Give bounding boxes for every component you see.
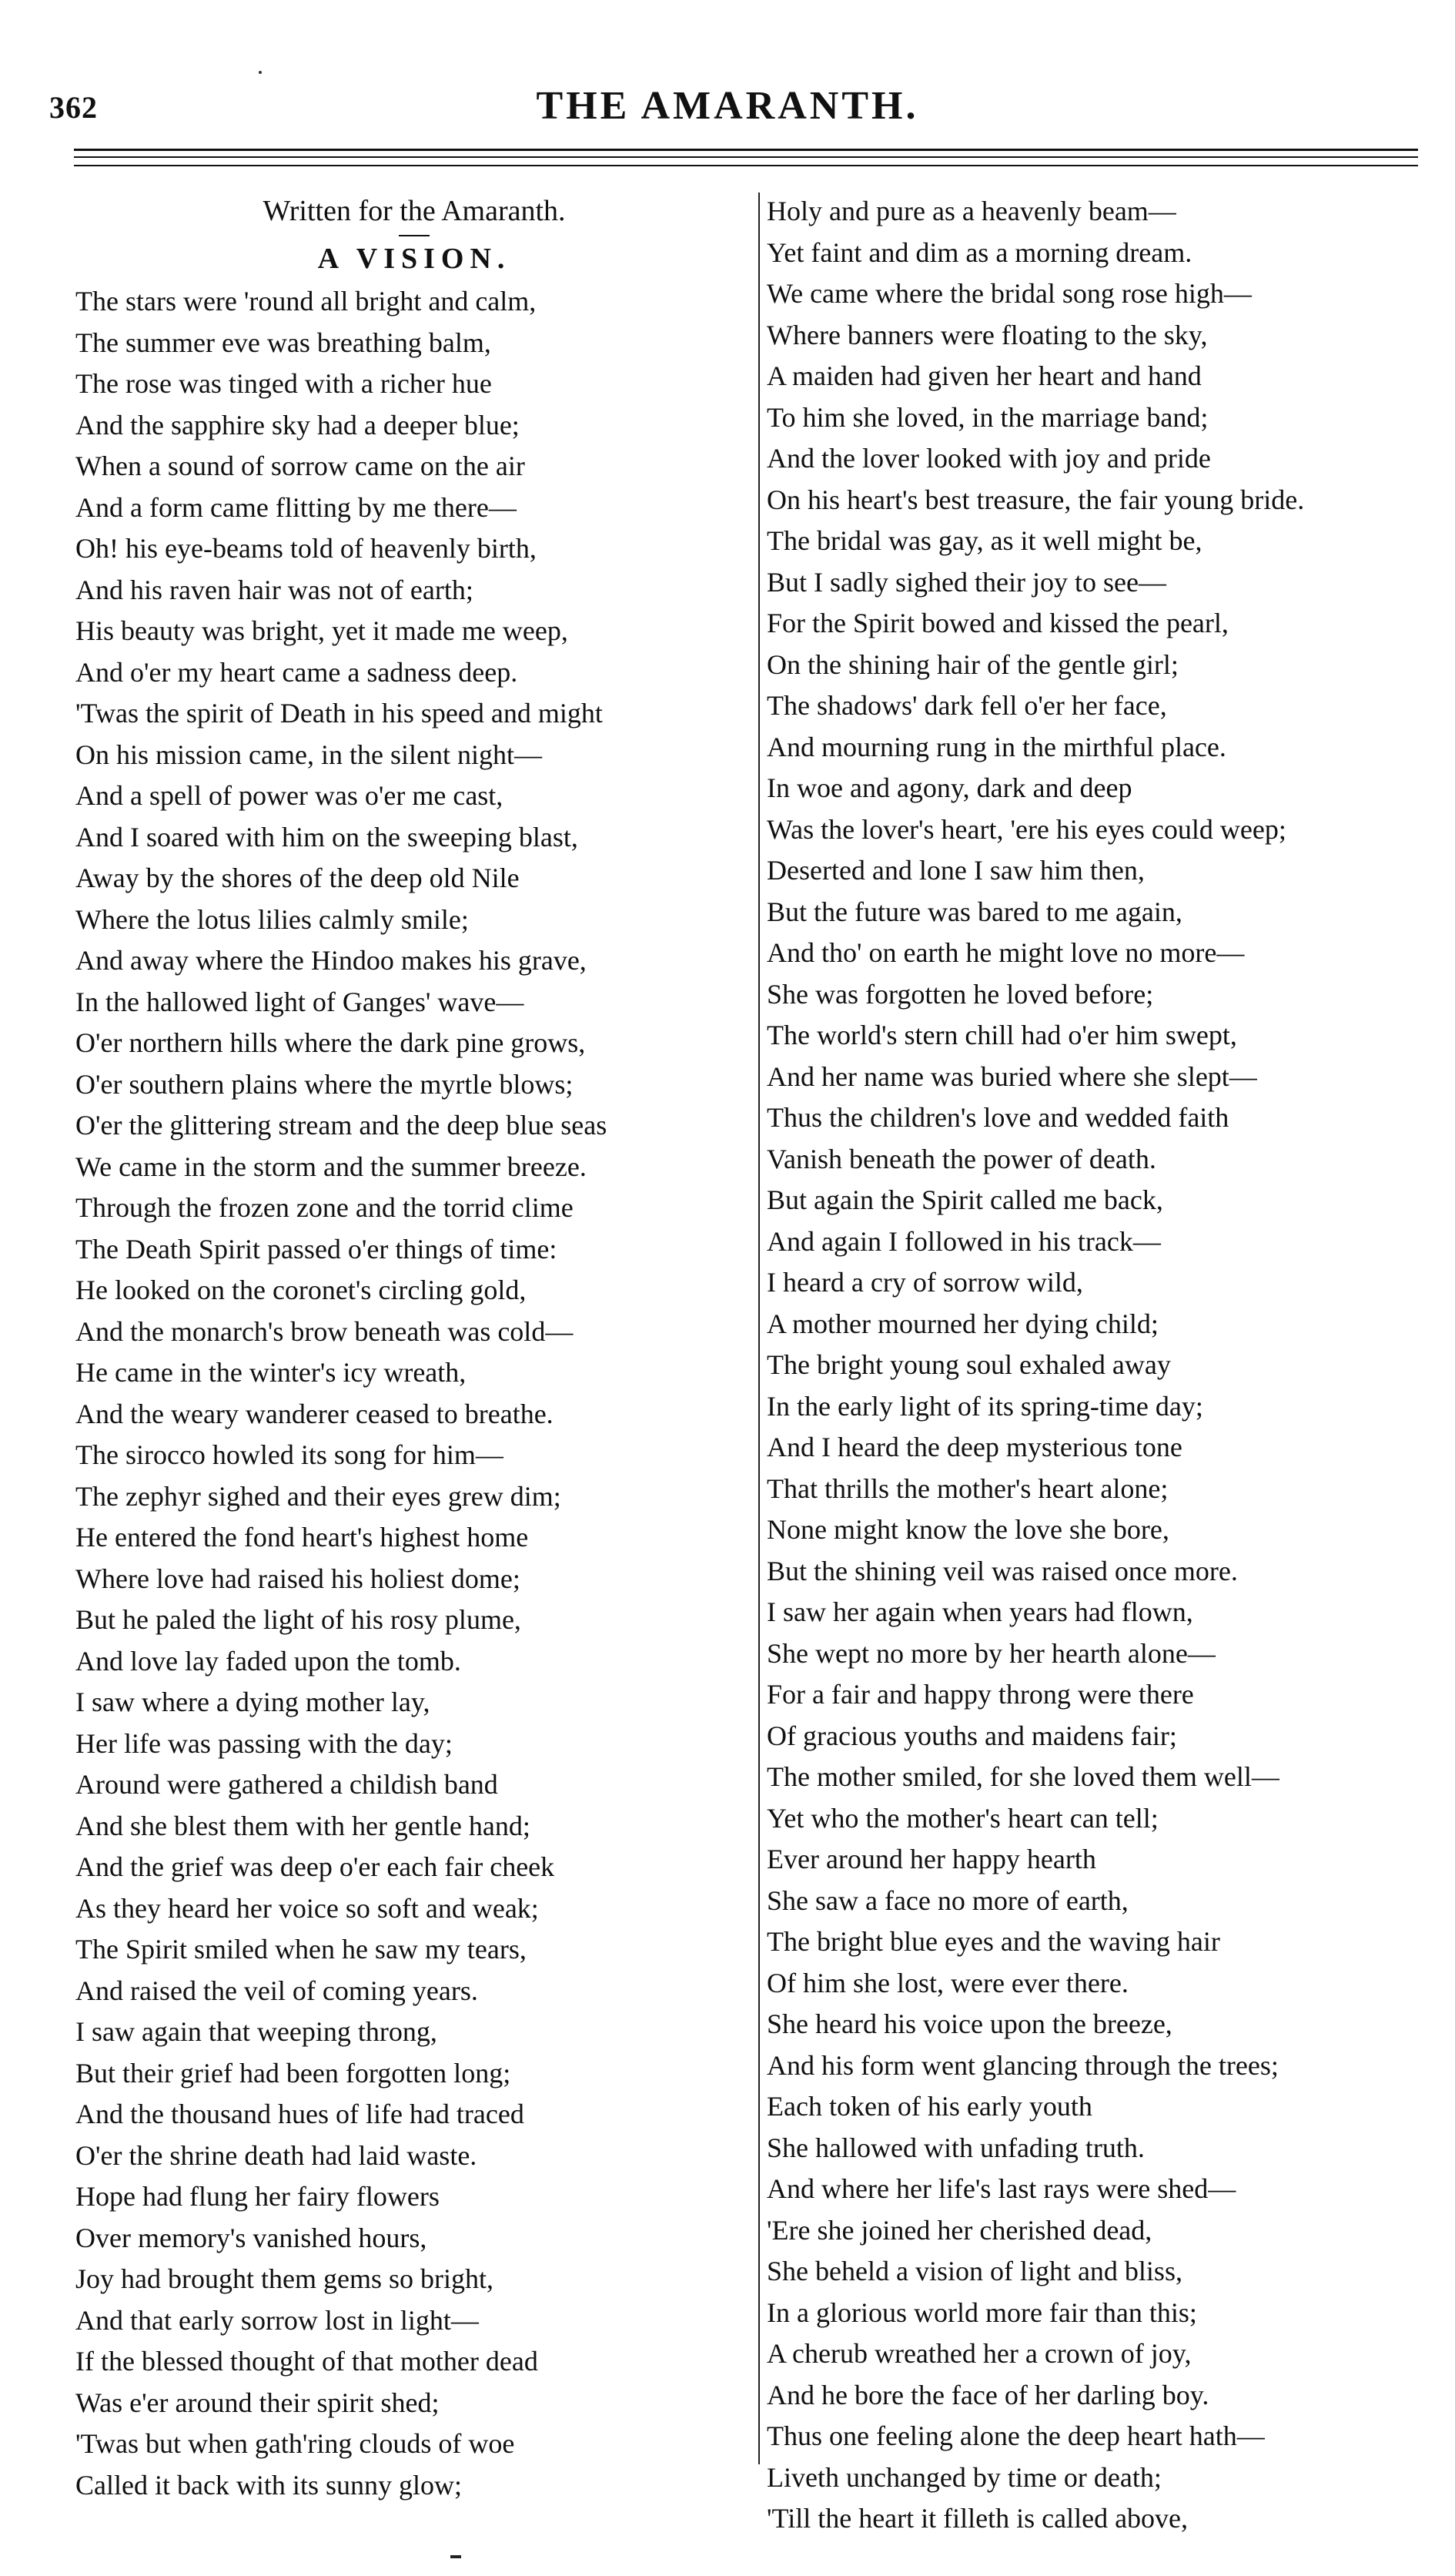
- page-header: [49, 83, 1406, 137]
- verse-line: And the grief was deep o'er each fair cheek: [75, 1851, 555, 1882]
- verse-line: Over memory's vanished hours,: [75, 2222, 427, 2253]
- verse-line: 'Twas but when gath'ring clouds of woe: [75, 2428, 515, 2459]
- verse-line: For the Spirit bowed and kissed the pearl,: [767, 608, 1229, 638]
- verse-line: O'er northern hills where the dark pine grows,: [75, 1027, 586, 1058]
- verse-line: And her name was buried where she slept—: [767, 1060, 1257, 1092]
- verse-line: And tho' on earth he might love no more—: [767, 937, 1245, 968]
- verse-line: And his raven hair was not of earth;: [75, 574, 473, 605]
- verse-line: On the shining hair of the gentle girl;: [767, 648, 1179, 680]
- verse-line: The bright blue eyes and the waving hair: [767, 1926, 1220, 1957]
- verse-line: And that early sorrow lost in light—: [75, 2304, 479, 2336]
- verse-line: She beheld a vision of light and bliss,: [767, 2256, 1182, 2286]
- verse-line: Hope had flung her fairy flowers: [75, 2181, 440, 2212]
- verse-line: In the early light of its spring-time day;: [767, 1390, 1203, 1422]
- verse-line: Oh! his eye-beams told of heavenly birth,: [75, 533, 537, 564]
- verse-line: And he bore the face of her darling boy.: [767, 2379, 1209, 2410]
- verse-line: If the blessed thought of that mother dead: [75, 2346, 538, 2377]
- verse-line: Ever around her happy hearth: [767, 1844, 1096, 1874]
- verse-line: O'er southern plains where the myrtle blows;: [75, 1068, 574, 1100]
- verse-line: She heard his voice upon the breeze,: [767, 2008, 1172, 2039]
- right-verse-lines: [767, 191, 1429, 2540]
- verse-line: She wept no more by her hearth alone—: [767, 1637, 1216, 1669]
- verse-line: And she blest them with her gentle hand;: [75, 1810, 530, 1841]
- verse-line: But I sadly sighed their joy to see—: [767, 566, 1166, 598]
- verse-line: I heard a cry of sorrow wild,: [767, 1267, 1083, 1298]
- verse-line: And the sapphire sky had a deeper blue;: [75, 409, 520, 440]
- verse-line: Where banners were floating to the sky,: [767, 319, 1208, 350]
- verse-line: And I heard the deep mysterious tone: [767, 1432, 1182, 1462]
- verse-line: As they heard her voice so soft and weak;: [75, 1892, 539, 1924]
- verse-line: The summer eve was breathing balm,: [75, 327, 491, 358]
- verse-line: The stars were 'round all bright and calm,: [75, 286, 537, 317]
- verse-line: But the shining veil was raised once more.: [767, 1555, 1238, 1586]
- verse-line: But the future was bared to me again,: [767, 896, 1182, 927]
- verse-line: The bridal was gay, as it well might be,: [767, 525, 1202, 556]
- verse-line: Thus the children's love and wedded faith: [767, 1102, 1229, 1133]
- running-title: THE AMARANTH.: [536, 84, 919, 128]
- verse-line: In the hallowed light of Ganges' wave—: [75, 986, 524, 1017]
- verse-line: I saw her again when years had flown,: [767, 1596, 1193, 1627]
- verse-line: The Death Spirit passed o'er things of time:: [75, 1233, 557, 1265]
- left-column: [75, 191, 753, 2506]
- verse-line: And mourning rung in the mirthful place.: [767, 731, 1226, 762]
- verse-line: Thus one feeling alone the deep heart hath—: [767, 2420, 1265, 2451]
- verse-line: Joy had brought them gems so bright,: [75, 2263, 493, 2294]
- verse-line: But again the Spirit called me back,: [767, 1184, 1163, 1215]
- verse-line: I saw again that weeping throng,: [75, 2016, 437, 2047]
- verse-line: In woe and agony, dark and deep: [767, 772, 1132, 803]
- verse-line: Around were gathered a childish band: [75, 1769, 498, 1800]
- verse-line: Yet faint and dim as a morning dream.: [767, 236, 1192, 268]
- verse-line: And o'er my heart came a sadness deep.: [75, 656, 518, 688]
- header-rule-top: [74, 149, 1418, 151]
- verse-line: And the weary wanderer ceased to breathe.: [75, 1398, 554, 1429]
- verse-line: None might know the love she bore,: [767, 1514, 1169, 1545]
- verse-line: Where the lotus lilies calmly smile;: [75, 903, 469, 935]
- left-verse-lines: [75, 281, 753, 2506]
- verse-line: O'er the shrine death had laid waste.: [75, 2139, 477, 2171]
- verse-line: When a sound of sorrow came on the air: [75, 451, 525, 481]
- verse-line: Away by the shores of the deep old Nile: [75, 863, 520, 893]
- verse-line: That thrills the mother's heart alone;: [767, 1472, 1169, 1504]
- verse-line: And love lay faded upon the tomb.: [75, 1645, 461, 1677]
- verse-line: And his form went glancing through the trees;: [767, 2049, 1279, 2081]
- verse-line: And a spell of power was o'er me cast,: [75, 780, 503, 811]
- verse-line: 'Ere she joined her cherished dead,: [767, 2214, 1152, 2246]
- verse-line: But he paled the light of his rosy plume,: [75, 1604, 521, 1635]
- verse-line: And again I followed in his track—: [767, 1225, 1161, 1257]
- verse-line: 'Till the heart it filleth is called above,: [767, 2503, 1189, 2534]
- verse-line: On his heart's best treasure, the fair young bride.: [767, 484, 1305, 515]
- verse-line: Called it back with its sunny glow;: [75, 2469, 462, 2501]
- column-divider: [758, 193, 760, 2464]
- verse-line: Yet who the mother's heart can tell;: [767, 1802, 1159, 1834]
- verse-line: And the thousand hues of life had traced: [75, 2099, 524, 2129]
- verse-line: And where her life's last rays were shed—: [767, 2173, 1236, 2204]
- header-rule-middle: [74, 156, 1418, 158]
- verse-line: She saw a face no more of earth,: [767, 1884, 1129, 1916]
- verse-line: And away where the Hindoo makes his grave,: [75, 945, 587, 976]
- verse-line: The mother smiled, for she loved them well—: [767, 1761, 1279, 1792]
- verse-line: Liveth unchanged by time or death;: [767, 2461, 1162, 2493]
- verse-line: We came in the storm and the summer breeze.: [75, 1151, 587, 1182]
- verse-line: O'er the glittering stream and the deep blue seas: [75, 1110, 607, 1141]
- verse-line: And I soared with him on the sweeping blast,: [75, 821, 578, 853]
- print-speck: [259, 71, 262, 74]
- verse-line: We came where the bridal song rose high—: [767, 278, 1252, 309]
- verse-line: She hallowed with unfading truth.: [767, 2132, 1145, 2163]
- right-column: [767, 191, 1429, 2540]
- verse-line: Was the lover's heart, 'ere his eyes could weep;: [767, 813, 1286, 845]
- verse-line: She was forgotten he loved before;: [767, 978, 1154, 1010]
- verse-line: His beauty was bright, yet it made me weep,: [75, 615, 568, 646]
- verse-line: Deserted and lone I saw him then,: [767, 855, 1145, 886]
- verse-line: Where love had raised his holiest dome;: [75, 1563, 520, 1594]
- page-number: 362: [49, 90, 98, 125]
- verse-line: On his mission came, in the silent night—: [75, 739, 542, 770]
- verse-line: The rose was tinged with a richer hue: [75, 368, 492, 399]
- verse-line: And the monarch's brow beneath was cold—: [75, 1315, 574, 1347]
- verse-line: Of gracious youths and maidens fair;: [767, 1720, 1177, 1751]
- verse-line: And a form came flitting by me there—: [75, 491, 517, 523]
- verse-line: He entered the fond heart's highest home: [75, 1522, 529, 1553]
- verse-line: 'Twas the spirit of Death in his speed and might: [75, 698, 603, 729]
- verse-line: For a fair and happy throng were there: [767, 1679, 1194, 1710]
- verse-line: And raised the veil of coming years.: [75, 1975, 478, 2006]
- verse-line: Of him she lost, were ever there.: [767, 1967, 1129, 1998]
- verse-line: But their grief had been forgotten long;: [75, 2057, 511, 2089]
- verse-line: The Spirit smiled when he saw my tears,: [75, 1934, 527, 1965]
- verse-line: The bright young soul exhaled away: [767, 1349, 1171, 1380]
- verse-line: He looked on the coronet's circling gold,: [75, 1275, 527, 1305]
- verse-line: And the lover looked with joy and pride: [767, 443, 1211, 474]
- verse-line: Was e'er around their spirit shed;: [75, 2387, 440, 2418]
- verse-line: Holy and pure as a heavenly beam—: [767, 196, 1176, 226]
- dedication: Written for the Amaranth.: [263, 195, 566, 227]
- verse-line: Through the frozen zone and the torrid clime: [75, 1192, 574, 1223]
- verse-line: The sirocco howled its song for him—: [75, 1439, 503, 1470]
- verse-line: The world's stern chill had o'er him swept,: [767, 1020, 1237, 1050]
- verse-line: Vanish beneath the power of death.: [767, 1143, 1156, 1174]
- verse-line: The zephyr sighed and their eyes grew dim;: [75, 1480, 561, 1512]
- verse-line: He came in the winter's icy wreath,: [75, 1357, 467, 1388]
- verse-line: A mother mourned her dying child;: [767, 1308, 1159, 1339]
- bottom-mark: [450, 2555, 461, 2558]
- poem-title: A VISION.: [317, 243, 511, 275]
- verse-line: Each token of his early youth: [767, 2091, 1092, 2122]
- verse-line: In a glorious world more fair than this;: [767, 2296, 1197, 2328]
- verse-line: A cherub wreathed her a crown of joy,: [767, 2338, 1192, 2369]
- verse-line: The shadows' dark fell o'er her face,: [767, 690, 1167, 721]
- verse-line: To him she loved, in the marriage band;: [767, 401, 1209, 433]
- verse-line: I saw where a dying mother lay,: [75, 1687, 430, 1717]
- verse-line: Her life was passing with the day;: [75, 1727, 453, 1759]
- verse-line: A maiden had given her heart and hand: [767, 360, 1202, 391]
- header-rule-bottom: [74, 165, 1418, 166]
